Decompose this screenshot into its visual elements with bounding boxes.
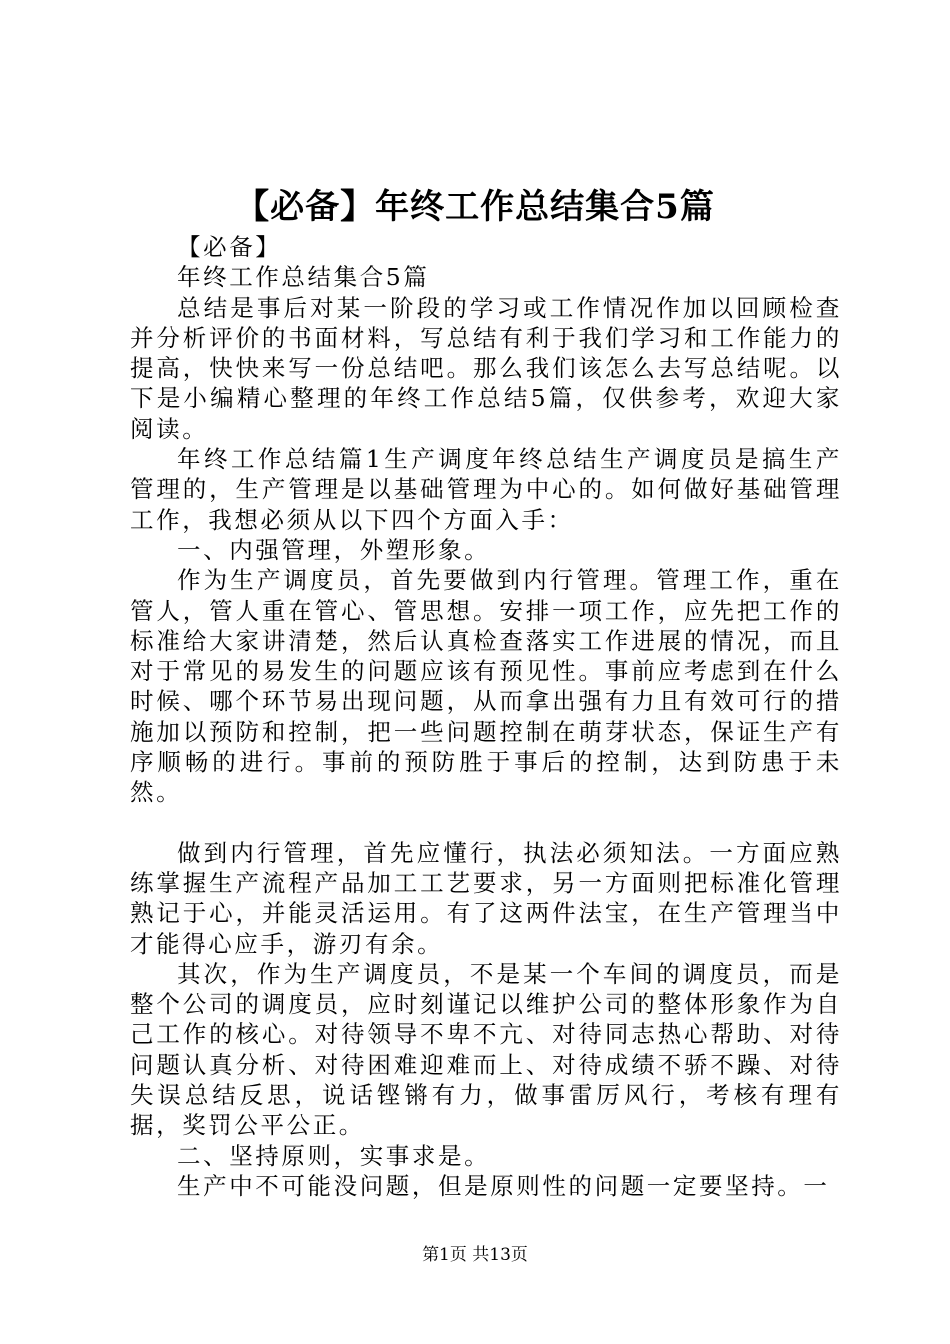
paragraph: 作为生产调度员，首先要做到内行管理。管理工作，重在管人，管人重在管心、管思想。安排一项工作，应先把工作的标准给大家讲清楚，然后认真检查落实工作进展的情况，而且对于常见的易发生的问题应该有预见性。事前应考虑到在什么时候、哪个环节易出现问题，从而拿出强有力且有效可行的措施加以预防和控制，把一些问题控制在萌芽状态，保证生产有序顺畅的进行。事前的预防胜于事后的控制，达到防患于未然。 — [130, 566, 842, 807]
document-title: 【必备】年终工作总结集合5篇 — [235, 187, 715, 227]
paragraph: 生产中不可能没问题，但是原则性的问题一定要坚持。一 — [177, 1171, 830, 1200]
paragraph: 其次，作为生产调度员，不是某一个车间的调度员，而是整个公司的调度员，应时刻谨记以维护公司的整体形象作为自己工作的核心。对待领导不卑不亢、对待同志热心帮助、对待问题认真分析、对待困难迎难而上、对待成绩不骄不躁、对待失误总结反思，说话铿锵有力，做事雷厉风行，考核有理有据，奖罚公平公正。 — [130, 959, 842, 1140]
paragraph: 二、坚持原则，实事求是。 — [177, 1141, 491, 1170]
paragraph: 一、内强管理，外塑形象。 — [177, 535, 491, 564]
document-body — [130, 232, 842, 1201]
paragraph: 做到内行管理，首先应懂行，执法必须知法。一方面应熟练掌握生产流程产品加工工艺要求，另一方面则把标准化管理熟记于心，并能灵活运用。有了这两件法宝，在生产管理当中才能得心应手，游刃有余。 — [130, 838, 842, 958]
paragraph: 总结是事后对某一阶段的学习或工作情况作加以回顾检查并分析评价的书面材料，写总结有利于我们学习和工作能力的提高，快快来写一份总结吧。那么我们该怎么去写总结呢。以下是小编精心整理的年终工作总结5篇，仅供参考，欢迎大家阅读。 — [130, 293, 842, 443]
paragraph: 【必备】 — [177, 233, 282, 261]
page-footer: 第1页 共13页 — [422, 1245, 528, 1265]
paragraph: 年终工作总结篇1生产调度年终总结生产调度员是搞生产管理的，生产管理是以基础管理为中心的。如何做好基础管理工作，我想必须从以下四个方面入手： — [130, 445, 842, 534]
paragraph: 年终工作总结集合5篇 — [177, 263, 430, 292]
